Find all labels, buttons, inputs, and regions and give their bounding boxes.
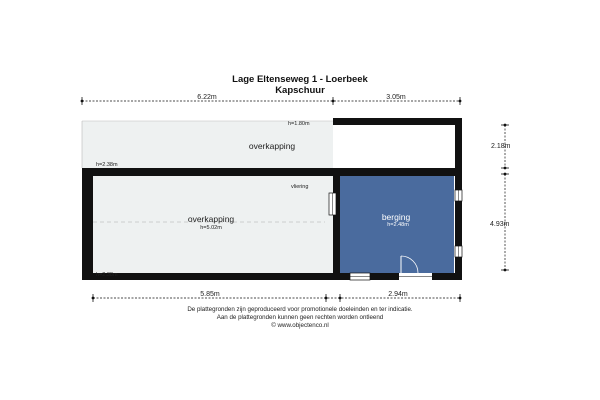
- dimension-right: [490, 124, 511, 272]
- dim-right-upper: 2.18m: [491, 143, 511, 150]
- window-right-lower: [455, 246, 462, 257]
- vliering-label: vliering: [291, 184, 309, 190]
- dimension-top: [81, 94, 462, 105]
- room-name-overkapping-bottom: overkapping: [187, 214, 235, 224]
- height-top-left: h=2.38m: [96, 162, 118, 168]
- disclaimer-line-1: De plattegronden zijn geproduceerd voor promotionele doeleinden en ter indicatie.: [187, 306, 413, 313]
- dim-right-lower: 4.93m: [490, 221, 510, 228]
- copyright-line: © www.objectenco.nl: [271, 322, 329, 329]
- room-name-overkapping-top: overkapping: [248, 141, 296, 151]
- height-overkapping-bottom: h=5.02m: [200, 225, 222, 231]
- building-title: Kapschuur: [275, 85, 325, 96]
- height-berging: h=2.48m: [387, 222, 409, 228]
- overkapping-top-area: [82, 121, 333, 168]
- window-bottom: [350, 273, 370, 280]
- window-right-upper: [455, 190, 462, 201]
- disclaimer-line-2: Aan de plattegronden kunnen geen rechten worden ontleend: [216, 314, 384, 321]
- open-side: [325, 176, 333, 273]
- dim-bottom-right: 2.94m: [388, 291, 408, 298]
- dimension-bottom: [92, 291, 462, 302]
- dim-bottom-left: 5.85m: [200, 291, 220, 298]
- height-bottom-left: h=2.38m: [96, 272, 118, 278]
- dim-top-right: 3.05m: [386, 94, 406, 101]
- window-left: [329, 193, 336, 215]
- room-name-berging: berging: [381, 212, 411, 222]
- address-title: Lage Eltenseweg 1 - Loerbeek: [232, 74, 368, 85]
- dim-top-left: 6.22m: [197, 94, 217, 101]
- height-overkapping-top: h=1.80m: [288, 121, 310, 127]
